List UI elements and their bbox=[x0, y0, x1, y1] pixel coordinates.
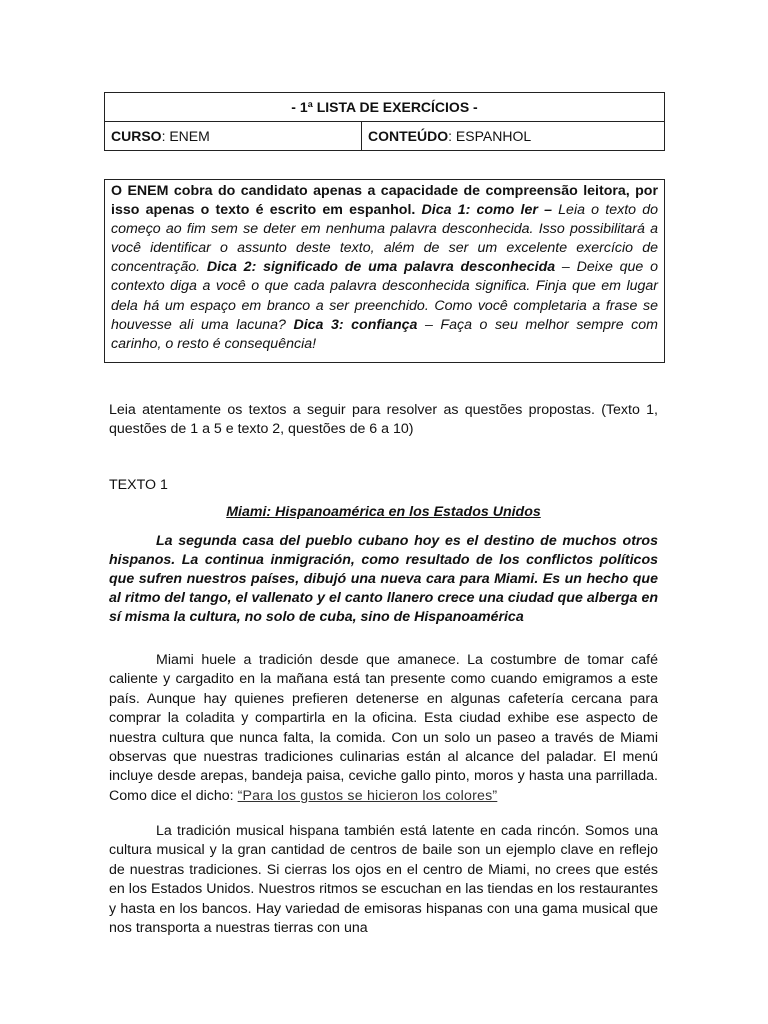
article-title: Miami: Hispanoamérica en los Estados Unidos bbox=[226, 504, 541, 520]
tip2-title: Dica 2: significado de uma palavra desconhecida bbox=[206, 259, 556, 276]
tip1-title: Dica 1: como ler – bbox=[421, 202, 552, 219]
content-cell bbox=[362, 122, 665, 151]
article-paragraph-2 bbox=[109, 822, 658, 938]
tip2-text: – Deixe que o contexto diga a você o que cada palavra desconhecida significa. Finja que em lugar dela há um espaço em branco a ser preenchido. Como você completaria a frase se houvesse ali uma lacuna? bbox=[111, 259, 658, 333]
instructions-paragraph: Leia atentamente os textos a seguir para resolver as questões propostas. (Texto 1, questões de 1 a 5 e texto 2, questões de 6 a 10) bbox=[109, 402, 658, 438]
paragraph-2-text: La tradición musical hispana también está latente en cada rincón. Somos una cultura musical y la gran cantidad de centros de baile son un ejemplo clave en reflejo de nuestras tradiciones. Si cierras los ojos en el centro de Miami, no crees que estés en los Estados Unidos. Nuestros ritmos se escuchan en las tiendas en los restaurantes y hasta en los bancos. Hay variedad de emisoras hispanas con una gama musical que nos transporta a nuestras tierras con una bbox=[109, 823, 658, 937]
saying-quote: “Para los gustos se hicieron los colores” bbox=[237, 787, 498, 804]
tip1-text: Leia o texto do começo ao fim sem se deter em nenhuma palavra desconhecida. Isso possibilitará a você identificar o assunto deste texto, além de ser um excelente exercício de concentração. bbox=[111, 202, 658, 276]
content-label: CONTEÚDO bbox=[368, 128, 449, 144]
tips-intro: O ENEM cobra do candidato apenas a capacidade de compreensão leitora, por isso apenas o texto é escrito em espanhol. bbox=[111, 183, 658, 219]
article-lead-text: La segunda casa del pueblo cubano hoy es el destino de muchos otros hispanos. La continua inmigración, como resultado de los conflictos políticos que sufren nuestros países, dibujó una nueva cara para Miami. Es un hecho que al ritmo del tango, el vallenato y el canto llanero crece una ciudad que alberga en sí misma la cultura, no solo de cuba, sino de Hispanoamérica bbox=[109, 533, 658, 625]
tip3-text: – Faça o seu melhor sempre com carinho, o resto é consequência! bbox=[111, 316, 658, 352]
header-table bbox=[104, 92, 665, 151]
article-lead bbox=[109, 532, 658, 627]
paragraph-1-text: Miami huele a tradición desde que amanece. La costumbre de tomar café caliente y cargadito en la mañana está tan presente como cuando emigramos a este país. Aunque hay quienes prefieren detenerse en algunas cafetería cercana para comprar la coladita y compartirla en la oficina. Esta ciudad exhibe ese aspecto de nuestra cultura que nunca falta, la comida. Con un solo un paseo a través de Miami observas que nuestras tradiciones culinarias están al alcance del paladar. El menú incluye desde arepas, bandeja paisa, ceviche gallo pinto, moros y hasta una parrillada. Como dice el dicho: bbox=[109, 652, 658, 804]
tip3-title: Dica 3: confiança bbox=[293, 316, 418, 333]
content-value: : ESPANHOL bbox=[448, 128, 532, 144]
article-paragraph-1 bbox=[109, 651, 658, 806]
course-value: : ENEM bbox=[161, 128, 210, 144]
text1-label: TEXTO 1 bbox=[109, 477, 168, 493]
course-cell bbox=[105, 122, 362, 151]
course-label: CURSO bbox=[111, 128, 162, 144]
list-title: - 1ª LISTA DE EXERCÍCIOS - bbox=[105, 93, 665, 122]
tips-box bbox=[104, 179, 665, 363]
